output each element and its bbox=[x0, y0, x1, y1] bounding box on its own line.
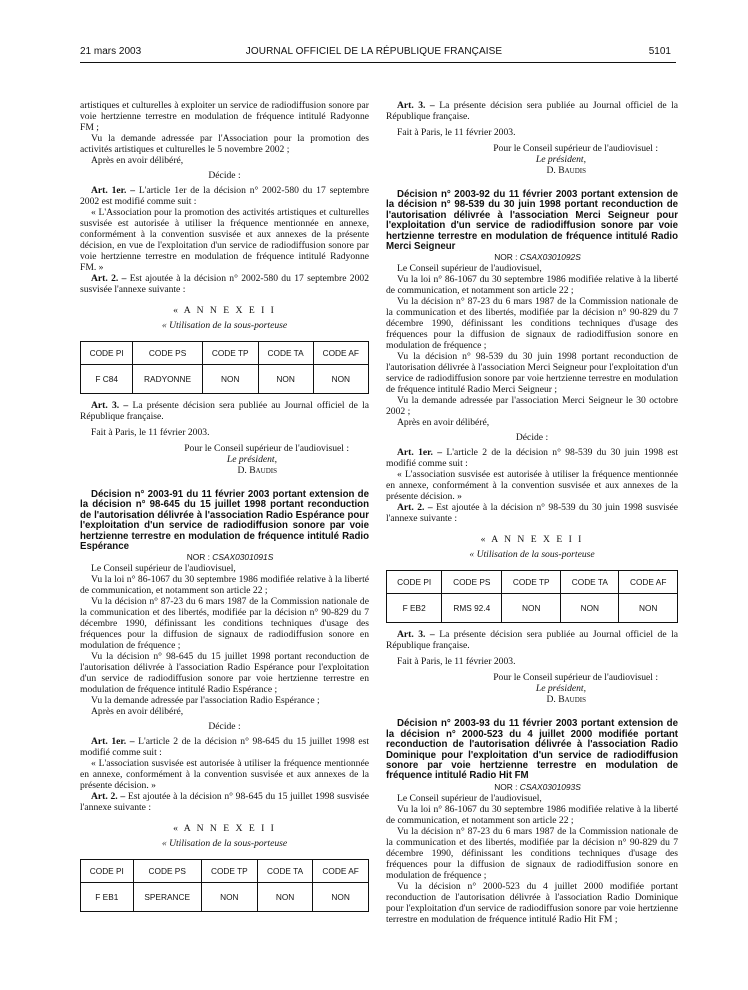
signature-for: Pour le Conseil supérieur de l'audiovisuel : bbox=[493, 143, 658, 154]
journal-title: JOURNAL OFFICIEL DE LA RÉPUBLIQUE FRANÇAISE bbox=[245, 46, 503, 57]
table-header: CODE TA bbox=[561, 571, 619, 594]
nor-label: NOR : bbox=[494, 781, 518, 792]
vu-decision-98-645: Vu la décision n° 98-645 du 15 juillet 1998 portant reconduction de l'autorisation délivrée à l'association Radio Espérance pour l'exploitation d'un service de radiodiffusion sonore par voie hertzienne terrestre en modulation de fréquence intitulé Radio Espérance ; bbox=[80, 651, 369, 696]
table-header: CODE AF bbox=[313, 860, 369, 883]
article-3-label: Art. 3. – bbox=[397, 100, 435, 111]
article-2 bbox=[386, 502, 678, 524]
intro-text: artistiques et culturelles à exploiter un service de radiodiffusion sonore par voie hertzienne terrestre en modulation de fréquence intitulé Radyonne FM ; bbox=[80, 100, 369, 133]
header-date: 21 mars 2003 bbox=[80, 46, 142, 57]
article-1-text: L'article 2 de la décision n° 98-539 du 30 juin 1998 est modifié comme suit : bbox=[386, 447, 678, 470]
article-3 bbox=[386, 100, 678, 122]
nor-code: CSAX0301093S bbox=[519, 781, 581, 792]
article-3-text: La présente décision sera publiée au Journal officiel de la République française. bbox=[386, 100, 678, 122]
table-row bbox=[81, 883, 369, 912]
table-header: CODE PS bbox=[133, 860, 201, 883]
article-2-label: Art. 2. – bbox=[91, 791, 126, 803]
article-2-label: Art. 2. – bbox=[91, 273, 127, 284]
fait-a-paris: Fait à Paris, le 11 février 2003. bbox=[397, 127, 516, 138]
article-1-text: L'article 1er de la décision n° 2002-580 du 17 septembre 2002 est modifié comme suit : bbox=[80, 185, 369, 207]
nor-reference bbox=[80, 552, 369, 563]
article-2-text: Est ajoutée à la décision n° 2002-580 du 17 septembre 2002 susvisée l'annexe suivante : bbox=[80, 273, 369, 295]
vu-decision-87-23: Vu la décision n° 87-23 du 6 mars 1987 de la Commission nationale de la communication et des libertés, modifiée par la décision n° 90-829 du 7 décembre 1990, définissant les conditions techniques d'usage des fréquences pour la diffusion de signaux de radiodiffusion sonore en modulation de fréquence ; bbox=[80, 596, 369, 652]
annexe-heading: « A N N E X E I I bbox=[173, 305, 276, 316]
article-3 bbox=[80, 400, 369, 422]
vu-decision-87-23: Vu la décision n° 87-23 du 6 mars 1987 de la Commission nationale de la communication et des libertés, modifiée par la décision n° 90-829 du 7 décembre 1990, définissant les conditions techniques d'usage des fréquences pour la diffusion de signaux de radiodiffusion sonore en modulation de fréquence ; bbox=[386, 825, 678, 881]
signature-name: D. Baudis bbox=[546, 165, 586, 176]
signature-title: Le président, bbox=[535, 683, 586, 695]
article-1-text: L'article 2 de la décision n° 98-645 du 15 juillet 1998 est modifié comme suit : bbox=[80, 736, 369, 759]
nor-code: CSAX0301092S bbox=[519, 252, 581, 263]
article-2 bbox=[80, 273, 369, 295]
table-cell: SPERANCE bbox=[133, 883, 201, 912]
header-rule bbox=[80, 62, 676, 63]
fait-a-paris: Fait à Paris, le 11 février 2003. bbox=[91, 427, 210, 438]
nor-reference bbox=[386, 782, 678, 793]
nor-label: NOR : bbox=[494, 252, 518, 263]
table-header: CODE TP bbox=[201, 860, 257, 883]
article-2-label: Art. 2. – bbox=[397, 502, 433, 514]
annexe-heading: « A N N E X E I I bbox=[480, 534, 584, 546]
article-1-quote: « L'Association pour la promotion des activités artistiques et culturelles susvisée est autorisée à utiliser la fréquence mentionnée en annexe, conformément à la convention susvisée et aux annexes de la présente décision, en vue de l'exploitation d'un service de radiodiffusion sonore par voie hertzienne terrestre en modulation de fréquence intitulé Radyonne FM. » bbox=[80, 207, 369, 273]
table-cell: NON bbox=[257, 883, 312, 912]
vu-demande: Vu la demande adressée par l'Association pour la promotion des activités artistiques et culturelles le 5 novembre 2002 ; bbox=[80, 133, 369, 155]
article-3-label: Art. 3. – bbox=[397, 629, 435, 641]
frequency-table bbox=[386, 570, 678, 623]
annexe-subtitle: « Utilisation de la sous-porteuse bbox=[161, 838, 288, 850]
apres-delibere: Après en avoir délibéré, bbox=[91, 706, 184, 718]
vu-loi: Vu la loi n° 86-1067 du 30 septembre 1986 modifiée relative à la liberté de communication, et notamment son article 22 ; bbox=[80, 574, 369, 597]
decide-heading: Décide : bbox=[208, 170, 241, 181]
signature-title: Le président, bbox=[535, 154, 586, 165]
table-cell: NON bbox=[313, 365, 368, 394]
page-number: 5101 bbox=[648, 46, 671, 57]
table-cell: RADYONNE bbox=[133, 365, 203, 394]
article-1-label: Art. 1er. – bbox=[91, 736, 135, 748]
table-cell: NON bbox=[258, 365, 313, 394]
nor-reference bbox=[386, 252, 678, 263]
article-1-label: Art. 1er. – bbox=[397, 447, 443, 459]
left-column bbox=[80, 100, 369, 918]
table-cell: NON bbox=[202, 365, 258, 394]
article-1-quote: « L'association susvisée est autorisée à utiliser la fréquence mentionnée en annexe, conformément à la convention susvisée et aux annexes de la présente décision. » bbox=[386, 469, 678, 503]
vu-decision-98-539: Vu la décision n° 98-539 du 30 juin 1998 portant reconduction de l'autorisation délivrée à l'association Merci Seigneur pour l'exploitation d'un service de radiodiffusion sonore par voie hertzienne terrestre en modulation de fréquence intitulé Radio Merci Seigneur ; bbox=[386, 351, 678, 396]
annexe-subtitle: « Utilisation de la sous-porteuse bbox=[161, 320, 288, 331]
article-1 bbox=[386, 447, 678, 469]
table-header: CODE PI bbox=[81, 342, 133, 365]
apres-delibere: Après en avoir délibéré, bbox=[397, 417, 490, 429]
right-column bbox=[386, 100, 678, 925]
table-cell: F C84 bbox=[81, 365, 133, 394]
vu-demande: Vu la demande adressée par l'association Radio Espérance ; bbox=[91, 695, 320, 707]
table-cell: NON bbox=[313, 883, 369, 912]
table-header: CODE PS bbox=[133, 342, 203, 365]
table-cell: NON bbox=[619, 594, 678, 623]
signature-name: D. Baudis bbox=[546, 694, 586, 706]
conseil-line: Le Conseil supérieur de l'audiovisuel, bbox=[397, 792, 542, 804]
table-header: CODE AF bbox=[313, 342, 368, 365]
table-header: CODE PI bbox=[387, 571, 442, 594]
conseil-line: Le Conseil supérieur de l'audiovisuel, bbox=[397, 263, 542, 275]
article-1 bbox=[80, 736, 369, 758]
article-1-label: Art. 1er. – bbox=[91, 185, 136, 196]
signature-for: Pour le Conseil supérieur de l'audiovisuel : bbox=[184, 443, 349, 454]
article-1-quote: « L'association susvisée est autorisée à utiliser la fréquence mentionnée en annexe, conformément à la convention susvisée et aux annexes de la présente décision. » bbox=[80, 758, 369, 792]
vu-decision-87-23: Vu la décision n° 87-23 du 6 mars 1987 de la Commission nationale de la communication et des libertés, modifiée par la décision n° 90-829 du 7 décembre 1990, définissant les conditions techniques d'usage des fréquences pour la diffusion de signaux de radiodiffusion sonore en modulation de fréquence ; bbox=[386, 296, 678, 352]
decision-title: Décision n° 2003-92 du 11 février 2003 portant extension de la décision n° 98-539 du 30 juin 1998 portant reconduction de l'autorisation délivrée à l'association Merci Seigneur pour l'exploitation d'un service de radiodiffusion sonore par voie hertzienne terrestre en modulation de fréquence intitulé Radio Merci Seigneur bbox=[386, 189, 678, 253]
table-header: CODE TA bbox=[257, 860, 312, 883]
table-header: CODE TP bbox=[202, 342, 258, 365]
table-header: CODE PI bbox=[81, 860, 134, 883]
frequency-table bbox=[80, 859, 369, 912]
table-cell: NON bbox=[502, 594, 561, 623]
decision-title: Décision n° 2003-93 du 11 février 2003 portant extension de la décision n° 2000-523 du 4 juillet 2000 modifiée portant reconduction de l'autorisation délivrée à l'association Radio Dominique pour l'exploitation d'un service de radiodiffusion sonore par voie hertzienne terrestre en modulation de fréquence intitulé Radio Hit FM bbox=[386, 718, 678, 782]
annexe-subtitle: « Utilisation de la sous-porteuse bbox=[469, 549, 595, 561]
table-header: CODE TP bbox=[502, 571, 561, 594]
vu-loi: Vu la loi n° 86-1067 du 30 septembre 1986 modifiée relative à la liberté de communication, et notamment son article 22 ; bbox=[386, 803, 678, 826]
article-2 bbox=[80, 791, 369, 813]
nor-label: NOR : bbox=[186, 552, 210, 563]
signature-title: Le président, bbox=[226, 454, 277, 465]
table-header: CODE AF bbox=[619, 571, 678, 594]
decision-title: Décision n° 2003-91 du 11 février 2003 portant extension de la décision n° 98-645 du 15 juillet 1998 portant reconduction de l'autorisation délivrée à l'association Radio Espérance pour l'exploitation d'un service de radiodiffusion sonore par voie hertzienne terrestre en modulation de fréquence intitulé Radio Espérance bbox=[80, 489, 369, 553]
article-2-text: Est ajoutée à la décision n° 98-539 du 30 juin 1998 susvisée l'annexe suivante : bbox=[386, 502, 678, 525]
table-cell: RMS 92.4 bbox=[442, 594, 502, 623]
fait-a-paris: Fait à Paris, le 11 février 2003. bbox=[397, 656, 516, 668]
vu-demande: Vu la demande adressée par l'association Merci Seigneur le 30 octobre 2002 ; bbox=[386, 395, 678, 418]
article-3 bbox=[386, 629, 678, 651]
nor-code: CSAX0301091S bbox=[212, 552, 274, 563]
signature-name: D. Baudis bbox=[237, 465, 277, 476]
signature-for: Pour le Conseil supérieur de l'audiovisuel : bbox=[493, 672, 658, 684]
article-2-text: Est ajoutée à la décision n° 98-645 du 15 juillet 1998 susvisée l'annexe suivante : bbox=[80, 791, 369, 814]
vu-loi: Vu la loi n° 86-1067 du 30 septembre 1986 modifiée relative à la liberté de communication, et notamment son article 22 ; bbox=[386, 274, 678, 297]
table-cell: F EB1 bbox=[81, 883, 134, 912]
vu-decision-2000-523: Vu la décision n° 2000-523 du 4 juillet 2000 modifiée portant reconduction de l'autorisation délivrée à l'association Radio Dominique pour l'exploitation d'un service de radiodiffusion sonore par voie hertzienne terrestre en modulation de fréquence intitulé Radio Hit FM ; bbox=[386, 880, 678, 925]
table-row bbox=[387, 594, 678, 623]
page-header bbox=[0, 46, 748, 62]
decide-heading: Décide : bbox=[515, 432, 549, 444]
table-row bbox=[81, 365, 369, 394]
article-1 bbox=[80, 185, 369, 207]
article-3-text: La présente décision sera publiée au Journal officiel de la République française. bbox=[80, 400, 369, 422]
article-3-text: La présente décision sera publiée au Journal officiel de la République française. bbox=[386, 629, 678, 652]
conseil-line: Le Conseil supérieur de l'audiovisuel, bbox=[91, 563, 236, 575]
article-3-label: Art. 3. – bbox=[91, 400, 129, 411]
apres-delibere: Après en avoir délibéré, bbox=[91, 155, 184, 166]
table-header: CODE PS bbox=[442, 571, 502, 594]
frequency-table bbox=[80, 341, 369, 394]
annexe-heading: « A N N E X E I I bbox=[173, 823, 276, 835]
table-cell: NON bbox=[201, 883, 257, 912]
table-cell: F EB2 bbox=[387, 594, 442, 623]
table-header: CODE TA bbox=[258, 342, 313, 365]
table-cell: NON bbox=[561, 594, 619, 623]
decide-heading: Décide : bbox=[208, 721, 241, 733]
